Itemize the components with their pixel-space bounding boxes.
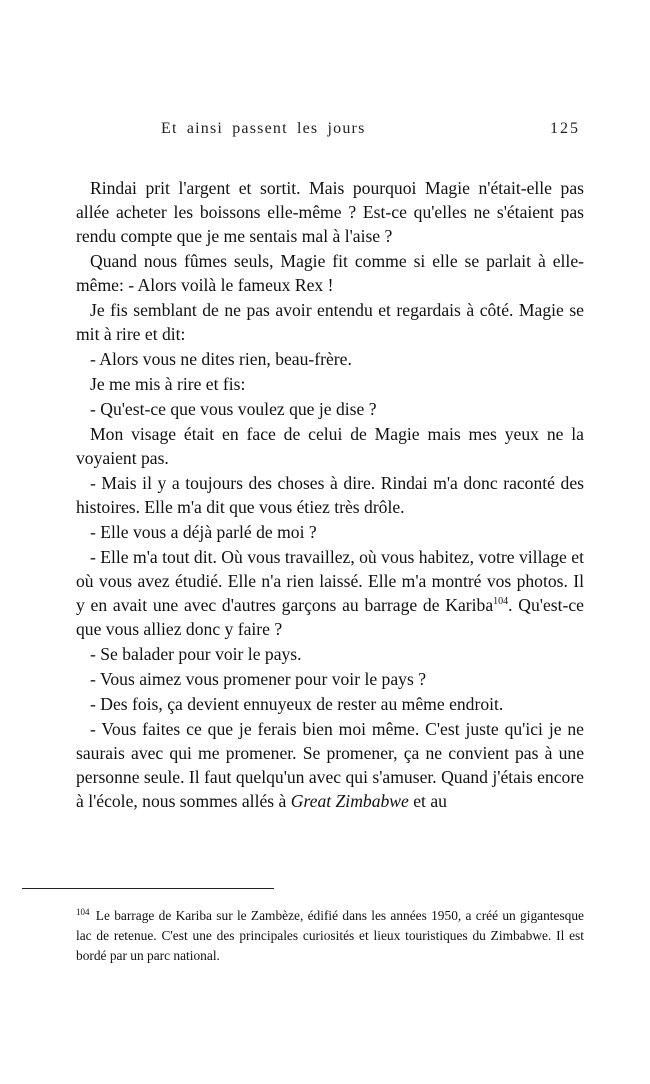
running-header: [76, 120, 580, 144]
paragraph: - Vous aimez vous promener pour voir le pays ?: [90, 669, 426, 689]
paragraph: - Des fois, ça devient ennuyeux de rester au même endroit.: [90, 694, 504, 714]
footnote-number: 104: [76, 906, 90, 917]
paragraph: Je me mis à rire et fis:: [90, 374, 246, 394]
paragraph: Rindai prit l'argent et sortit. Mais pourquoi Magie n'était-elle pas allée acheter les boissons elle-même ? Est-ce qu'elles ne s'étaient pas rendu compte que je me sentais mal à l'aise ?: [76, 178, 584, 246]
paragraph: Je fis semblant de ne pas avoir entendu et regardais à côté. Magie se mit à rire et dit:: [76, 300, 584, 344]
paragraph: - Alors vous ne dites rien, beau-frère.: [90, 349, 352, 369]
paragraph: [76, 717, 584, 813]
paragraph-text: . Qu'est-ce que vous alliez donc y faire ?: [76, 595, 584, 639]
footnote: [76, 906, 584, 966]
footnote-text: Le barrage de Kariba sur le Zambèze, édifié dans les années 1950, a créé un gigantesque lac de retenue. C'est une des principales curiosités et lieux touristiques du Zimbabwe. Il est bordé par un parc national.: [76, 908, 584, 963]
footnote-divider: [22, 888, 274, 889]
paragraph: - Elle vous a déjà parlé de moi ?: [90, 522, 317, 542]
body-text: [76, 176, 584, 813]
paragraph: Mon visage était en face de celui de Magie mais mes yeux ne la voyaient pas.: [76, 424, 584, 468]
paragraph-text: - Elle m'a tout dit. Où vous travaillez, où vous habitez, votre village et où vous avez étudié. Elle n'a rien laissé. Elle m'a montré vos photos. Il y en avait une avec d'autres garçons au barrage de Kariba: [76, 547, 584, 615]
paragraph: [76, 545, 584, 641]
italic-place-name: Great Zimbabwe: [290, 791, 409, 811]
footnote-reference: 104: [493, 596, 509, 608]
paragraph-text: - Vous faites ce que je ferais bien moi même. C'est juste qu'ici je ne saurais avec qui me promener. Se promener, ça ne convient pas à une personne seule. Il faut quelqu'un avec qui s'amuser. Quand j'étais encore à l'école, nous sommes allés à: [76, 719, 584, 811]
paragraph-text: et au: [408, 791, 447, 811]
paragraph: - Se balader pour voir le pays.: [90, 644, 302, 664]
paragraph: Quand nous fûmes seuls, Magie fit comme si elle se parlait à elle-même: - Alors voilà le fameux Rex !: [76, 251, 584, 295]
paragraph: - Qu'est-ce que vous voulez que je dise ?: [90, 399, 377, 419]
running-title: Et ainsi passent les jours: [161, 120, 366, 137]
page-number: 125: [550, 120, 580, 137]
paragraph: - Mais il y a toujours des choses à dire. Rindai m'a donc raconté des histoires. Elle m'a dit que vous étiez très drôle.: [76, 473, 584, 517]
